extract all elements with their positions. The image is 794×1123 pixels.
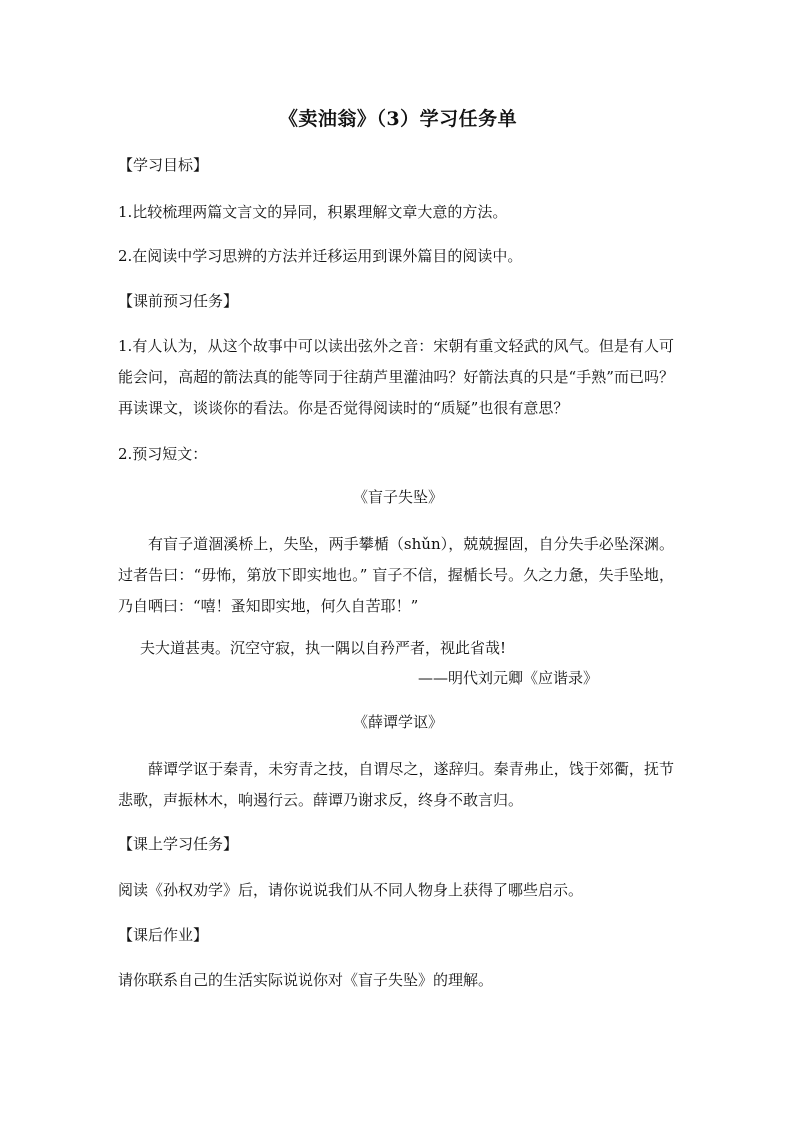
passage2-title: 《薛谭学讴》 <box>352 713 443 731</box>
page-title: 《卖油翁》（3）学习任务单 <box>278 108 518 130</box>
in-class-text: 阅读《孙权劝学》后，请你说说我们从不同人物身上获得了哪些启示。 <box>118 881 584 899</box>
preview-heading: 【课前预习任务】 <box>118 292 239 310</box>
preview-item-2: 2.预习短文： <box>118 445 208 463</box>
passage1-title: 《盲子失坠》 <box>352 488 443 506</box>
passage1-moral: 夫大道甚夷。沉空守寂，执一隅以自矜严者，视此省哉! <box>140 639 507 657</box>
objective-item-2: 2.在阅读中学习思辨的方法并迁移运用到课外篇目的阅读中。 <box>118 247 523 265</box>
in-class-heading: 【课上学习任务】 <box>118 835 239 853</box>
homework-heading: 【课后作业】 <box>118 926 209 944</box>
passage2-body: 薛谭学讴于秦青，未穷青之技，自谓尽之，遂辞归。秦青弗止，饯于郊衢，抚节悲歌，声振林木，响遏行云。薛谭乃谢求反，终身不敢言归。 <box>118 760 674 809</box>
passage1-source: ——明代刘元卿《应谐录》 <box>417 669 598 687</box>
objectives-heading: 【学习目标】 <box>118 156 209 174</box>
homework-text: 请你联系自己的生活实际说说你对《盲子失坠》的理解。 <box>118 971 494 989</box>
passage1-body: 有盲子道涸溪桥上，失坠，两手攀楯（shǔn），兢兢握固，自分失手必坠深渊。过者告曰：“毋怖，第放下即实地也。” 盲子不信，握楯长号。久之力惫，失手坠地，乃自哂曰：“嘻！蚤知即实地，何久自苦耶！” <box>118 535 674 615</box>
objective-item-1: 1.比较梳理两篇文言文的异同，积累理解文章大意的方法。 <box>118 203 508 221</box>
preview-item-1: 1.有人认为，从这个故事中可以读出弦外之音：宋朝有重文轻武的风气。但是有人可能会问，高超的箭法真的能等同于往葫芦里灌油吗？好箭法真的只是“手熟”而已吗？再读课文，谈谈你的看法。你是否觉得阅读时的“质疑”也很有意思？ <box>118 337 674 417</box>
